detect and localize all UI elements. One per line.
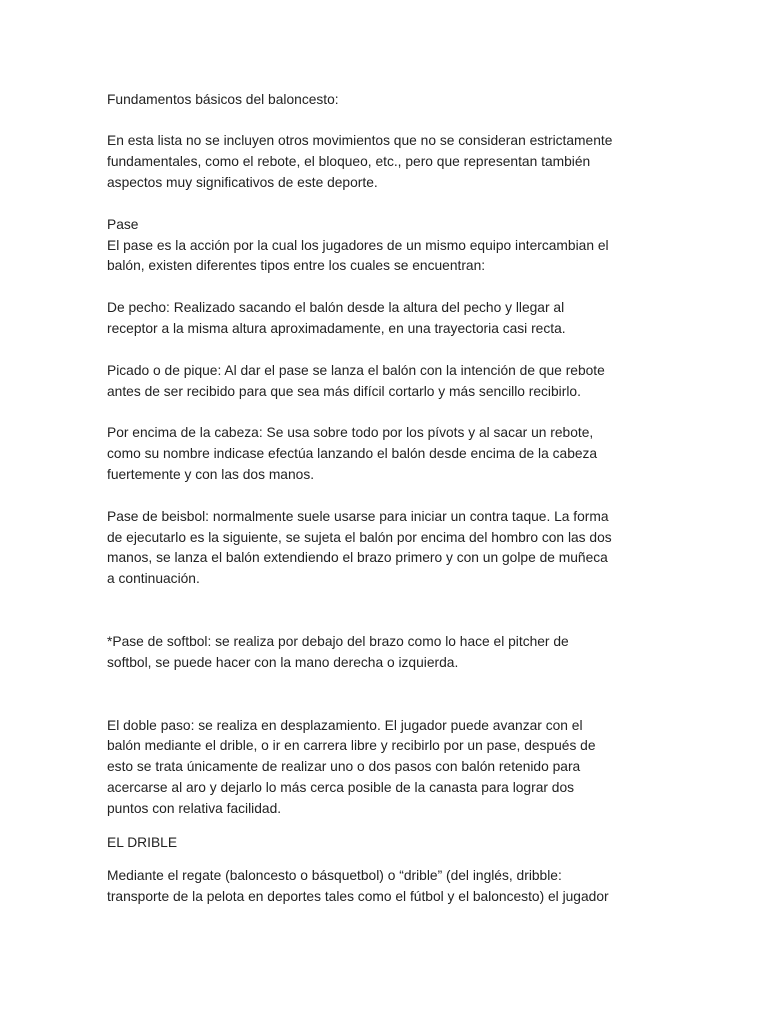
por-encima-paragraph: Por encima de la cabeza: Se usa sobre todo por los pívots y al sacar un rebote, como su nombre indicase efectúa lanzando el balón desde encima de la cabeza fuertemente y con las dos manos.: [107, 425, 598, 482]
document-title: Fundamentos básicos del baloncesto:: [107, 92, 339, 107]
beisbol-paragraph: Pase de beisbol: normalmente suele usarse para iniciar un contra taque. La forma de ejecutarlo es la siguiente, se sujeta el balón por encima del hombro con las dos manos, se lanza el balón extendiendo el brazo primero y con un golpe de muñeca a continuación.: [107, 508, 612, 587]
softbol-paragraph: *Pase de softbol: se realiza por debajo del brazo como lo hace el pitcher de softbol, se puede hacer con la mano derecha o izquierda.: [107, 633, 569, 670]
pase-heading: Pase: [107, 216, 139, 232]
document-page: [107, 90, 667, 908]
doble-paso-paragraph: El doble paso: se realiza en desplazamiento. El jugador puede avanzar con el balón mediante el drible, o ir en carrera libre y recibirlo por un pase, después de esto se trata únicamente de realizar uno o dos pasos con balón retenido para acercarse al aro y dejarlo lo más cerca posible de la canasta para lograr dos puntos con relativa facilidad.: [107, 717, 596, 816]
intro-paragraph: En esta lista no se incluyen otros movimientos que no se consideran estrictamente fundamentales, como el rebote, el bloqueo, etc., pero que representan también aspectos muy significativos de este deporte.: [107, 133, 613, 190]
de-pecho-paragraph: De pecho: Realizado sacando el balón desde la altura del pecho y llegar al receptor a la misma altura aproximadamente, en una trayectoria casi recta.: [107, 300, 566, 336]
drible-paragraph: Mediante el regate (baloncesto o básquetbol) o “drible” (del inglés, dribble: transporte de la pelota en deportes tales como el fútbol y el baloncesto) el jugador: [107, 868, 609, 905]
pase-intro-paragraph: El pase es la acción por la cual los jugadores de un mismo equipo intercambian el balón, existen diferentes tipos entre los cuales se encuentran:: [107, 237, 609, 274]
picado-paragraph: Picado o de pique: Al dar el pase se lanza el balón con la intención de que rebote antes de ser recibido para que sea más difícil cortarlo y más sencillo recibirlo.: [107, 362, 605, 399]
drible-heading: EL DRIBLE: [107, 834, 178, 850]
